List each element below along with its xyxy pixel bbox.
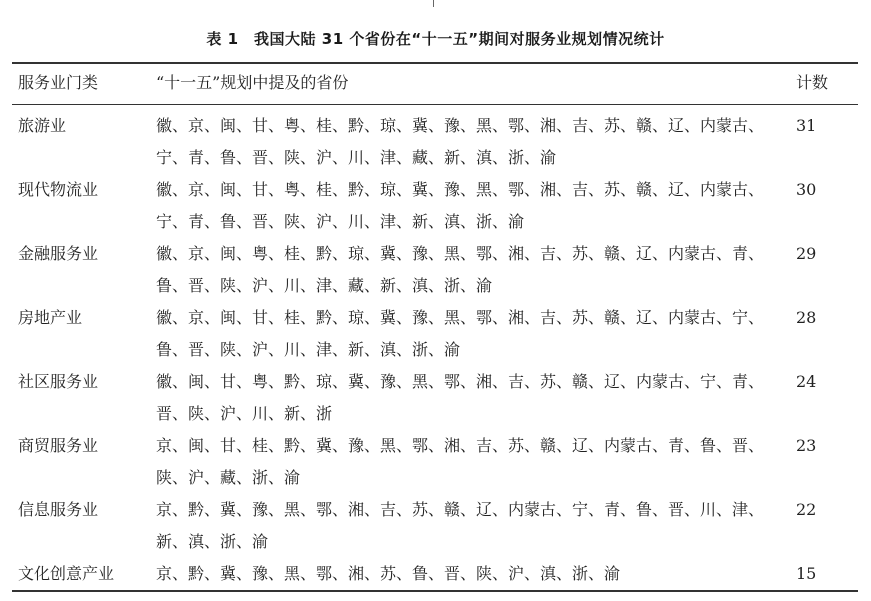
row-category: 旅游业	[18, 116, 67, 135]
row-count: 31	[796, 116, 817, 135]
bottom-rule	[12, 590, 858, 592]
row-provinces-line2: 鲁、晋、陕、沪、川、津、藏、新、滇、浙、渝	[156, 276, 493, 295]
top-rule	[12, 62, 858, 64]
table-row	[0, 371, 871, 435]
row-provinces-line2: 宁、青、鲁、晋、陕、沪、川、津、藏、新、滇、浙、渝	[156, 148, 557, 167]
row-count: 22	[796, 500, 817, 519]
row-provinces	[156, 110, 766, 174]
row-provinces	[156, 174, 766, 238]
row-provinces	[156, 366, 766, 430]
row-provinces-line2: 宁、青、鲁、晋、陕、沪、川、津、新、滇、浙、渝	[156, 212, 525, 231]
row-count: 15	[796, 564, 817, 583]
row-provinces-line1: 京、黔、冀、豫、黑、鄂、湘、吉、苏、赣、辽、内蒙古、宁、青、鲁、晋、川、津、	[156, 500, 765, 519]
table-row	[0, 307, 871, 371]
table-title: 表 1 我国大陆 31 个省份在“十一五”期间对服务业规划情况统计	[206, 30, 665, 48]
header-category: 服务业门类	[18, 73, 99, 92]
table-row	[0, 115, 871, 179]
row-provinces	[156, 558, 766, 590]
row-provinces-line2: 陕、沪、藏、浙、渝	[156, 468, 301, 487]
row-provinces-line1: 徽、京、闽、甘、桂、黔、琼、冀、豫、黑、鄂、湘、吉、苏、赣、辽、内蒙古、宁、	[156, 308, 765, 327]
row-provinces-line1: 徽、京、闽、甘、粤、桂、黔、琼、冀、豫、黑、鄂、湘、吉、苏、赣、辽、内蒙古、	[156, 116, 765, 135]
row-provinces	[156, 238, 766, 302]
row-provinces-line1: 徽、闽、甘、粤、黔、琼、冀、豫、黑、鄂、湘、吉、苏、赣、辽、内蒙古、宁、青、	[156, 372, 765, 391]
header-count: 计数	[796, 73, 829, 92]
table-row	[0, 179, 871, 243]
top-mark	[433, 0, 434, 7]
row-provinces	[156, 430, 766, 494]
row-provinces	[156, 302, 766, 366]
header-provinces: “十一五”规划中提及的省份	[156, 73, 349, 92]
row-provinces-line1: 徽、京、闽、甘、粤、桂、黔、琼、冀、豫、黑、鄂、湘、吉、苏、赣、辽、内蒙古、	[156, 180, 765, 199]
row-count: 29	[796, 244, 817, 263]
row-provinces-line2: 新、滇、浙、渝	[156, 532, 269, 551]
row-count: 24	[796, 372, 817, 391]
row-category: 商贸服务业	[18, 436, 99, 455]
row-category: 金融服务业	[18, 244, 99, 263]
table-row	[0, 499, 871, 563]
row-count: 30	[796, 180, 817, 199]
row-provinces-line1: 京、黔、冀、豫、黑、鄂、湘、苏、鲁、晋、陕、沪、滇、浙、渝	[156, 564, 621, 583]
table-row	[0, 435, 871, 499]
row-category: 房地产业	[18, 308, 83, 327]
row-category: 文化创意产业	[18, 564, 115, 583]
row-provinces-line2: 鲁、晋、陕、沪、川、津、新、滇、浙、渝	[156, 340, 461, 359]
row-category: 社区服务业	[18, 372, 99, 391]
table-row	[0, 243, 871, 307]
row-provinces-line2: 晋、陕、沪、川、新、浙	[156, 404, 333, 423]
row-category: 信息服务业	[18, 500, 99, 519]
row-provinces-line1: 京、闽、甘、桂、黔、冀、豫、黑、鄂、湘、吉、苏、赣、辽、内蒙古、青、鲁、晋、	[156, 436, 765, 455]
row-provinces-line1: 徽、京、闽、粤、桂、黔、琼、冀、豫、黑、鄂、湘、吉、苏、赣、辽、内蒙古、青、	[156, 244, 765, 263]
row-count: 23	[796, 436, 817, 455]
row-count: 28	[796, 308, 817, 327]
table-row	[0, 563, 871, 589]
header-rule	[12, 104, 858, 105]
row-provinces	[156, 494, 766, 558]
row-category: 现代物流业	[18, 180, 99, 199]
